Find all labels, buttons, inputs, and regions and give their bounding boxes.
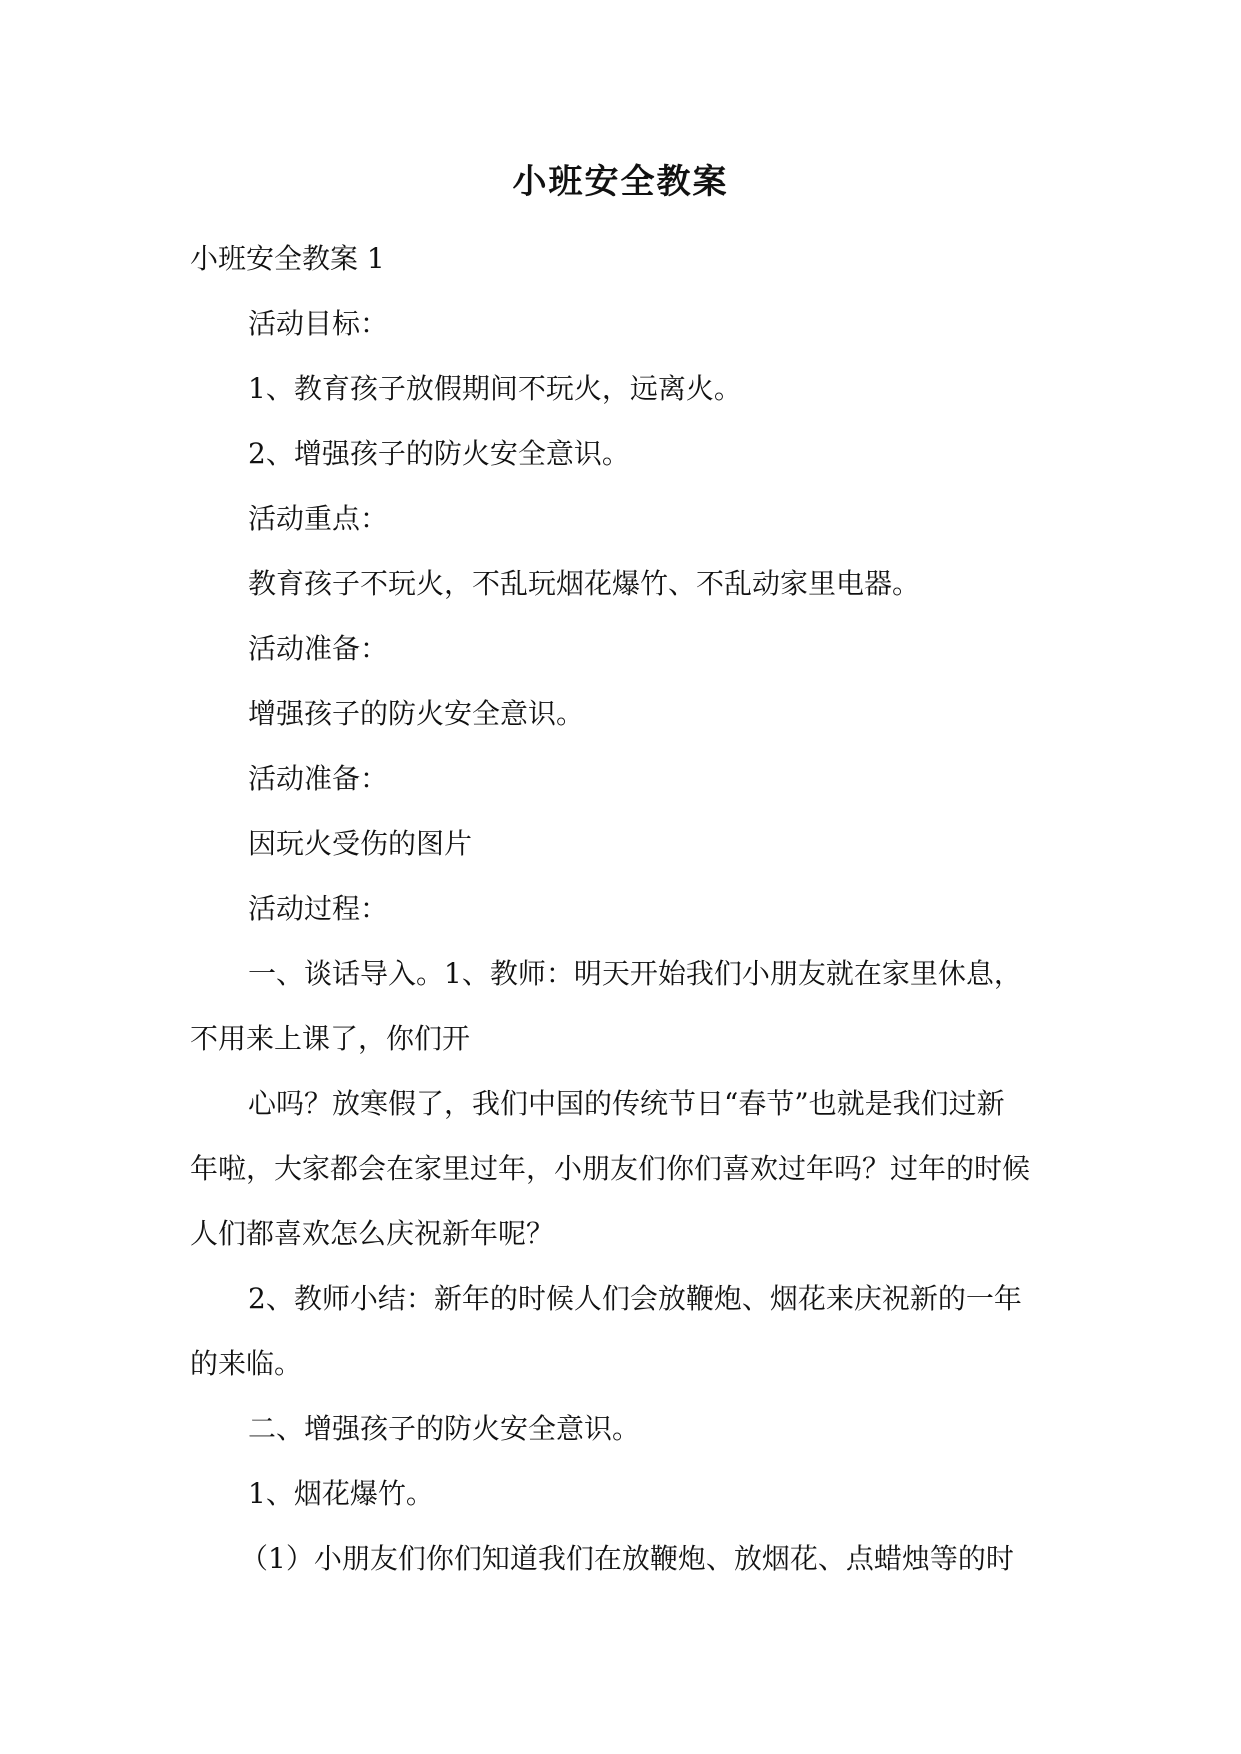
paragraph-line: 一、谈话导入。1、教师：明天开始我们小朋友就在家里休息， — [248, 957, 1022, 990]
paragraph-line: 二、增强孩子的防火安全意识。 — [248, 1412, 641, 1445]
document-body — [190, 226, 1050, 1591]
paragraph-line: 2、增强孩子的防火安全意识。 — [248, 437, 630, 470]
paragraph-line: 的来临。 — [190, 1347, 303, 1380]
document-title: 小班安全教案 — [512, 162, 729, 202]
paragraph-line: 活动准备： — [248, 632, 389, 665]
section-heading: 小班安全教案 1 — [190, 242, 385, 275]
paragraph-line: 2、教师小结：新年的时候人们会放鞭炮、烟花来庆祝新的一年 — [248, 1282, 1022, 1315]
paragraph-line: 1、烟花爆竹。 — [248, 1477, 434, 1510]
paragraph-line: 心吗？放寒假了，我们中国的传统节日“春节”也就是我们过新 — [248, 1087, 1005, 1120]
paragraph-line: 教育孩子不玩火，不乱玩烟花爆竹、不乱动家里电器。 — [248, 567, 921, 600]
paragraph-line: （1）小朋友们你们知道我们在放鞭炮、放烟花、点蜡烛等的时 — [240, 1542, 1014, 1575]
paragraph-line: 人们都喜欢怎么庆祝新年呢？ — [190, 1217, 555, 1250]
paragraph-line: 活动重点： — [248, 502, 389, 535]
paragraph-line: 活动过程： — [248, 892, 389, 925]
paragraph-line: 活动准备： — [248, 762, 389, 795]
paragraph-line: 不用来上课了，你们开 — [190, 1022, 471, 1055]
paragraph-line: 因玩火受伤的图片 — [248, 827, 473, 860]
paragraph-line: 活动目标： — [248, 307, 389, 340]
paragraph-line: 年啦，大家都会在家里过年，小朋友们你们喜欢过年吗？过年的时候 — [190, 1152, 1031, 1185]
paragraph-line: 1、教育孩子放假期间不玩火，远离火。 — [248, 372, 742, 405]
paragraph-line: 增强孩子的防火安全意识。 — [248, 697, 585, 730]
